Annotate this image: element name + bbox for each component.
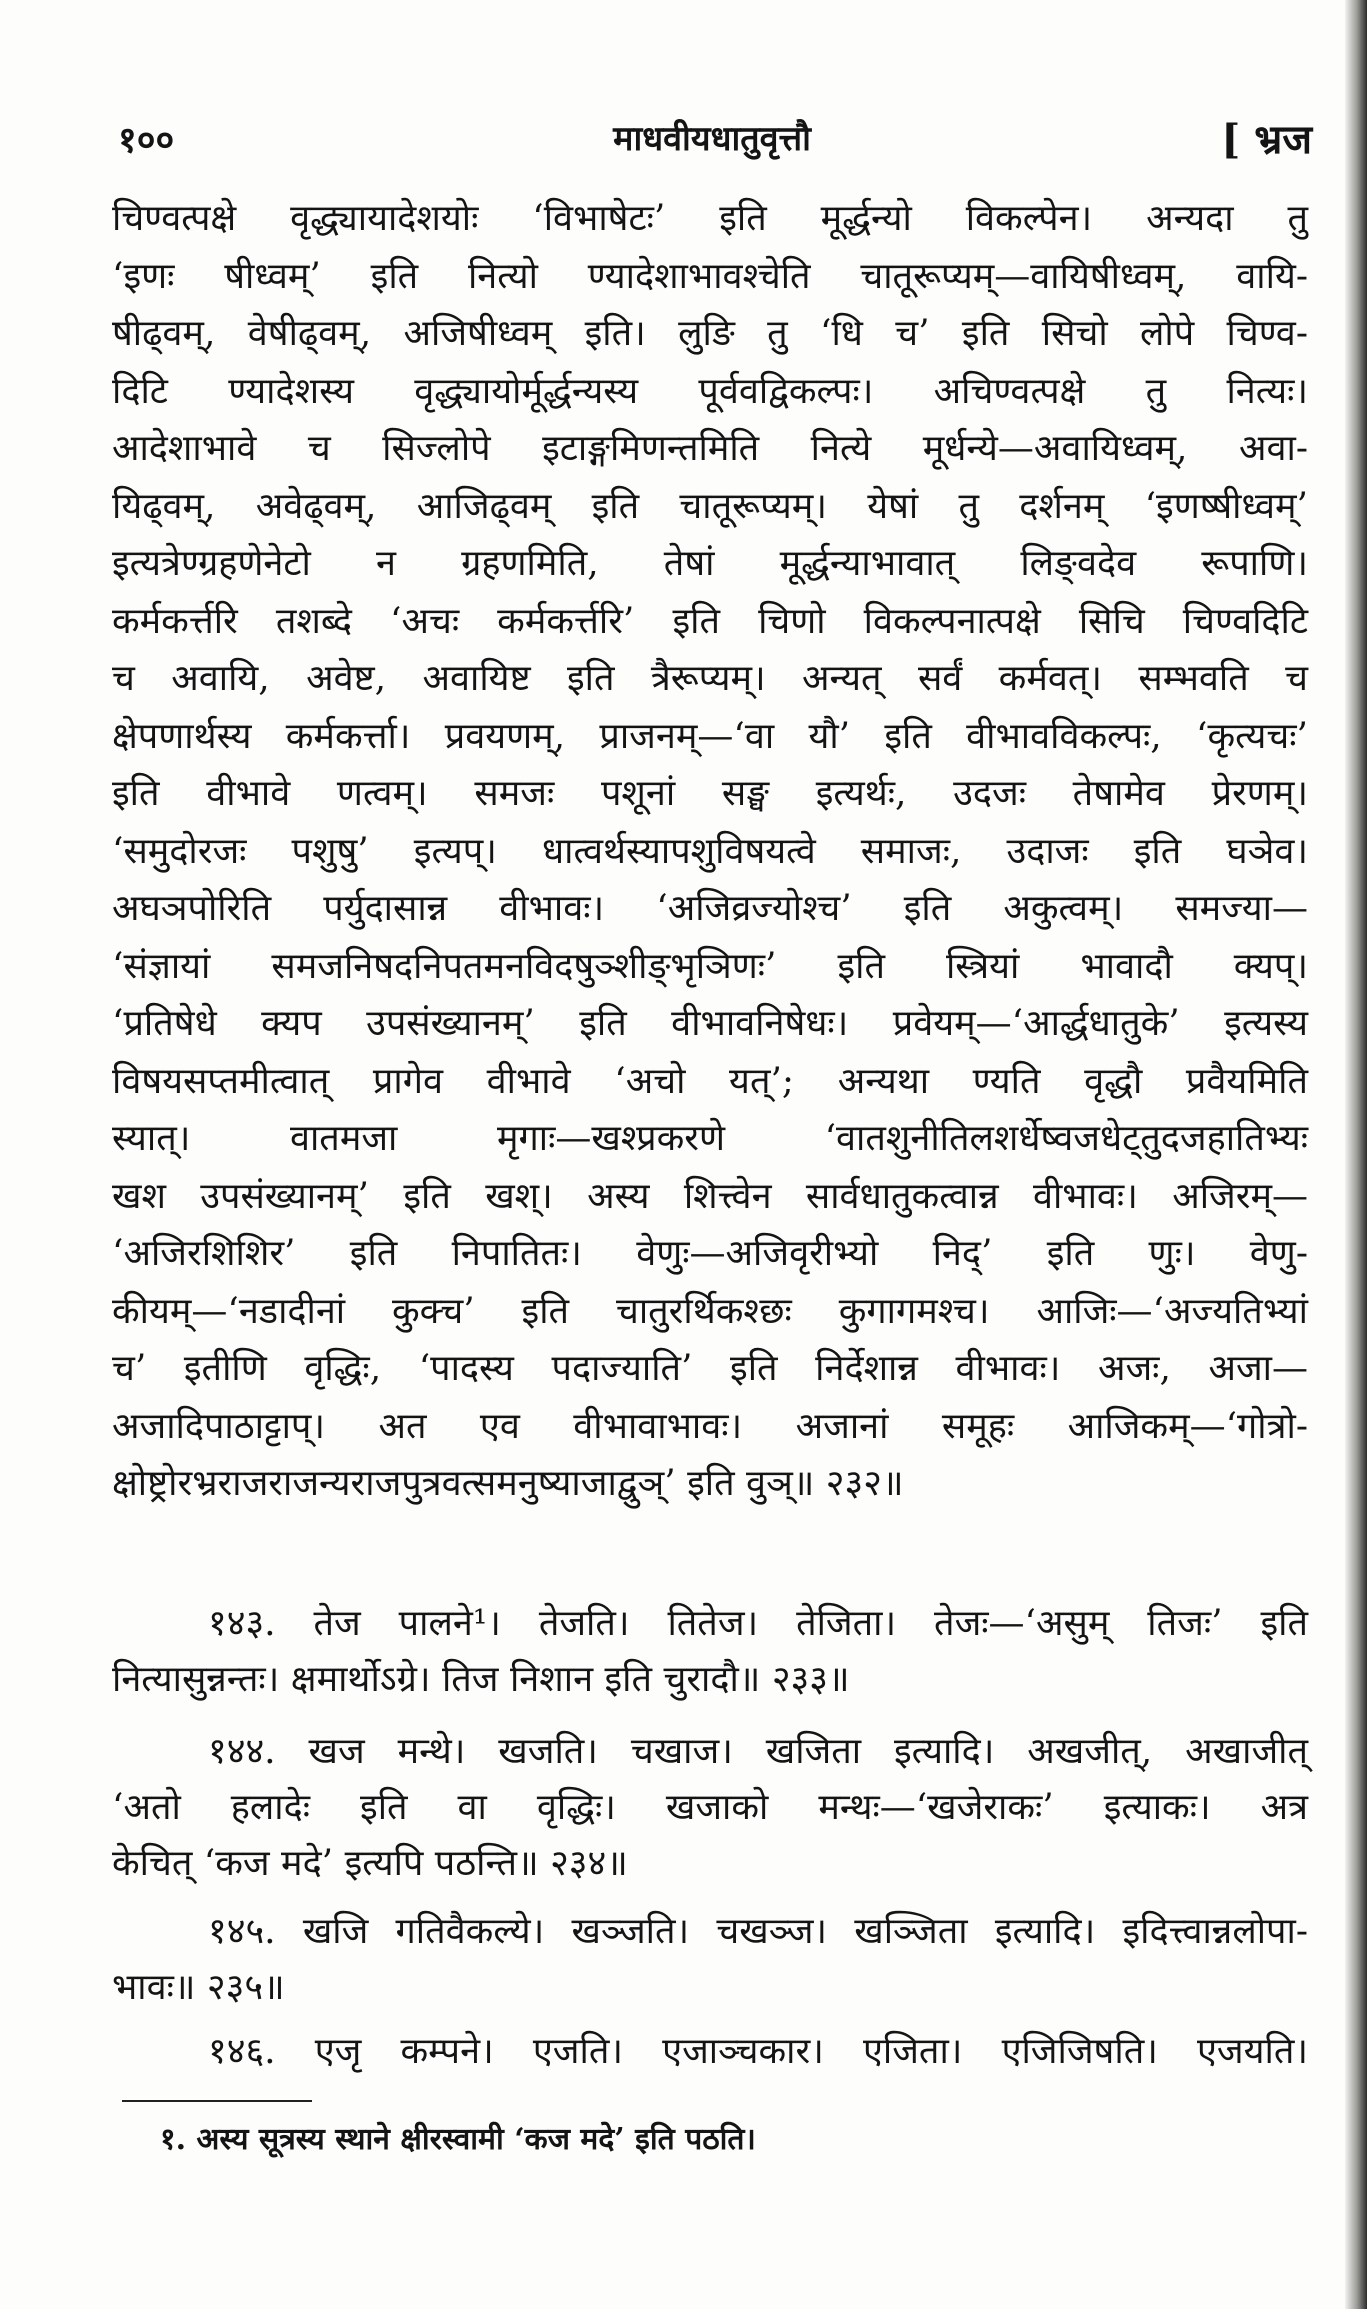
verse-line: ‘अतो हलादेः इति वा वृद्धिः। खजाको मन्थः—‘खजेराकः’ इत्याकः। अत्र: [112, 1787, 1308, 1828]
body-line: चिण्वत्पक्षे वृद्ध्यायादेशयोः ‘विभाषेटः’ इति मूर्द्धन्यो विकल्पेन। अन्यदा तु: [112, 198, 1308, 239]
body-line: विषयसप्तमीत्वात् प्रागेव वीभावे ‘अचो यत्’; अन्यथा ण्यति वृद्धौ प्रवैयमिति: [112, 1060, 1308, 1102]
verse-145: [112, 1904, 1308, 2016]
body-line: च’ इतीणि वृद्धिः, ‘पादस्य पदाज्याति’ इति निर्देशान्न वीभावः। अजः, अजा—: [112, 1348, 1308, 1389]
body-line: ‘संज्ञायां समजनिषदनिपतमनविदषुञ्शीङ्भृञिणः’ इति स्त्रियां भावादौ क्यप्।: [112, 945, 1308, 987]
body-line: अजादिपाठाट्टाप्। अत एव वीभावाभावः। अजानां समूहः आजिकम्—‘गोत्रो-: [112, 1405, 1308, 1447]
running-header: [112, 106, 1312, 166]
verse-144: [112, 1724, 1308, 1892]
body-line: यिढ्वम्, अवेढ्वम्, आजिढ्वम् इति चातूरूप्यम्। येषां तु दर्शनम् ‘इणष्षीध्वम्’: [112, 485, 1308, 527]
body-line: खश उपसंख्यानम्’ इति खश्। अस्य शित्त्वेन सार्वधातुकत्वान्न वीभावः। अजिरम्—: [112, 1175, 1308, 1217]
body-line: ‘समुदोरजः पशुषु’ इत्यप्। धात्वर्थस्यापशुविषयत्वे समाजः, उदाजः इति घञेव।: [112, 830, 1308, 872]
body-line: क्षोष्ट्रोरभ्रराजराजन्यराजपुत्रवत्समनुष्याजाद्वुञ्’ इति वुञ्॥ २३२॥: [112, 1463, 904, 1504]
body-line: कीयम्—‘नडादीनां कुक्च’ इति चातुरर्थिकश्छः कुगागमश्च। आजिः—‘अज्यतिभ्यां: [112, 1290, 1308, 1332]
body-line: षीढ्वम्, वेषीढ्वम्, अजिषीध्वम् इति। लुङि तु ‘धि च’ इति सिचो लोपे चिण्व-: [112, 313, 1308, 354]
verse-146: [112, 2024, 1308, 2080]
body-line: अघञपोरिति पर्युदासान्न वीभावः। ‘अजिव्रज्योश्च’ इति अकुत्वम्। समज्या—: [112, 888, 1308, 929]
footnote: १. अस्य सूत्रस्य स्थाने क्षीरस्वामी ‘कज मदे’ इति पठति।: [160, 2122, 756, 2157]
body-line: क्षेपणार्थस्य कर्मकर्त्ता। प्रवयणम्, प्राजनम्—‘वा यौ’ इति वीभावविकल्पः, ‘कृत्यचः’: [112, 715, 1308, 757]
section-marker: [ भ्रज: [1221, 116, 1312, 163]
body-line: च अवायि, अवेष्ट, अवायिष्ट इति त्रैरूप्यम्। अन्यत् सर्वं कर्मवत्। सम्भवति च: [112, 658, 1308, 699]
body-line: दिटि ण्यादेशस्य वृद्ध्यायोर्मूर्द्धन्यस्य पूर्ववद्विकल्पः। अचिण्वत्पक्षे तु नित्यः।: [112, 370, 1308, 412]
footnote-divider: [122, 2100, 312, 2102]
verse-line: नित्यासुन्नन्तः। क्षमार्थोऽग्रे। तिज निशान इति चुरादौ॥ २३३॥: [112, 1659, 850, 1700]
verse-line: १४५. खजि गतिवैकल्ये। खञ्जति। चखञ्ज। खञ्जिता इत्यादि। इदित्त्वान्नलोपा-: [208, 1911, 1308, 1952]
verse-line: १४३. तेज पालने¹। तेजति। तितेज। तेजिता। तेजः—‘असुम् तिजः’ इति: [208, 1603, 1308, 1644]
body-line: ‘अजिरशिशिर’ इति निपातितः। वेणुः—अजिवृरीभ्यो निद्’ इति णुः। वेणु-: [112, 1233, 1308, 1274]
page-number: १००: [118, 119, 175, 161]
verse-line: केचित् ‘कज मदे’ इत्यपि पठन्ति॥ २३४॥: [112, 1843, 628, 1884]
commentary-body: [112, 190, 1308, 1513]
running-title: माधवीयधातुवृत्तौ: [613, 119, 811, 159]
verse-line: १४४. खज मन्थे। खजति। चखाज। खजिता इत्यादि। अखजीत्, अखाजीत्: [208, 1731, 1308, 1772]
body-line: आदेशाभावे च सिज्लोपे इटाङ्गमिणन्तमिति नित्ये मूर्धन्ये—अवायिध्वम्, अवा-: [112, 428, 1308, 469]
verse-143: [112, 1596, 1308, 1708]
page-binding-edge: [1345, 0, 1367, 2309]
body-line: स्यात्। वातमजा मृगाः—खश्प्रकरणे ‘वातशुनीतिलशर्धेष्वजधेट्तुदजहातिभ्यः: [112, 1118, 1308, 1159]
body-line: ‘प्रतिषेधे क्यप उपसंख्यानम्’ इति वीभावनिषेधः। प्रवेयम्—‘आर्द्धधातुके’ इत्यस्य: [112, 1003, 1308, 1044]
verse-line: १४६. एजृ कम्पने। एजति। एजाञ्चकार। एजिता। एजिजिषति। एजयति।: [208, 2031, 1308, 2072]
body-line: इति वीभावे णत्वम्। समजः पशूनां सङ्घ इत्यर्थः, उदजः तेषामेव प्रेरणम्।: [112, 773, 1308, 814]
body-line: कर्मकर्त्तरि तशब्दे ‘अचः कर्मकर्त्तरि’ इति चिणो विकल्पनात्पक्षे सिचि चिण्वदिटि: [112, 600, 1308, 642]
verse-line: भावः॥ २३५॥: [112, 1967, 285, 2008]
body-line: ‘इणः षीध्वम्’ इति नित्यो ण्यादेशाभावश्चेति चातूरूप्यम्—वायिषीध्वम्, वायि-: [112, 255, 1308, 297]
body-line: इत्यत्रेण्ग्रहणेनेटो न ग्रहणमिति, तेषां मूर्द्धन्याभावात् लिङ्वदेव रूपाणि।: [112, 543, 1308, 584]
